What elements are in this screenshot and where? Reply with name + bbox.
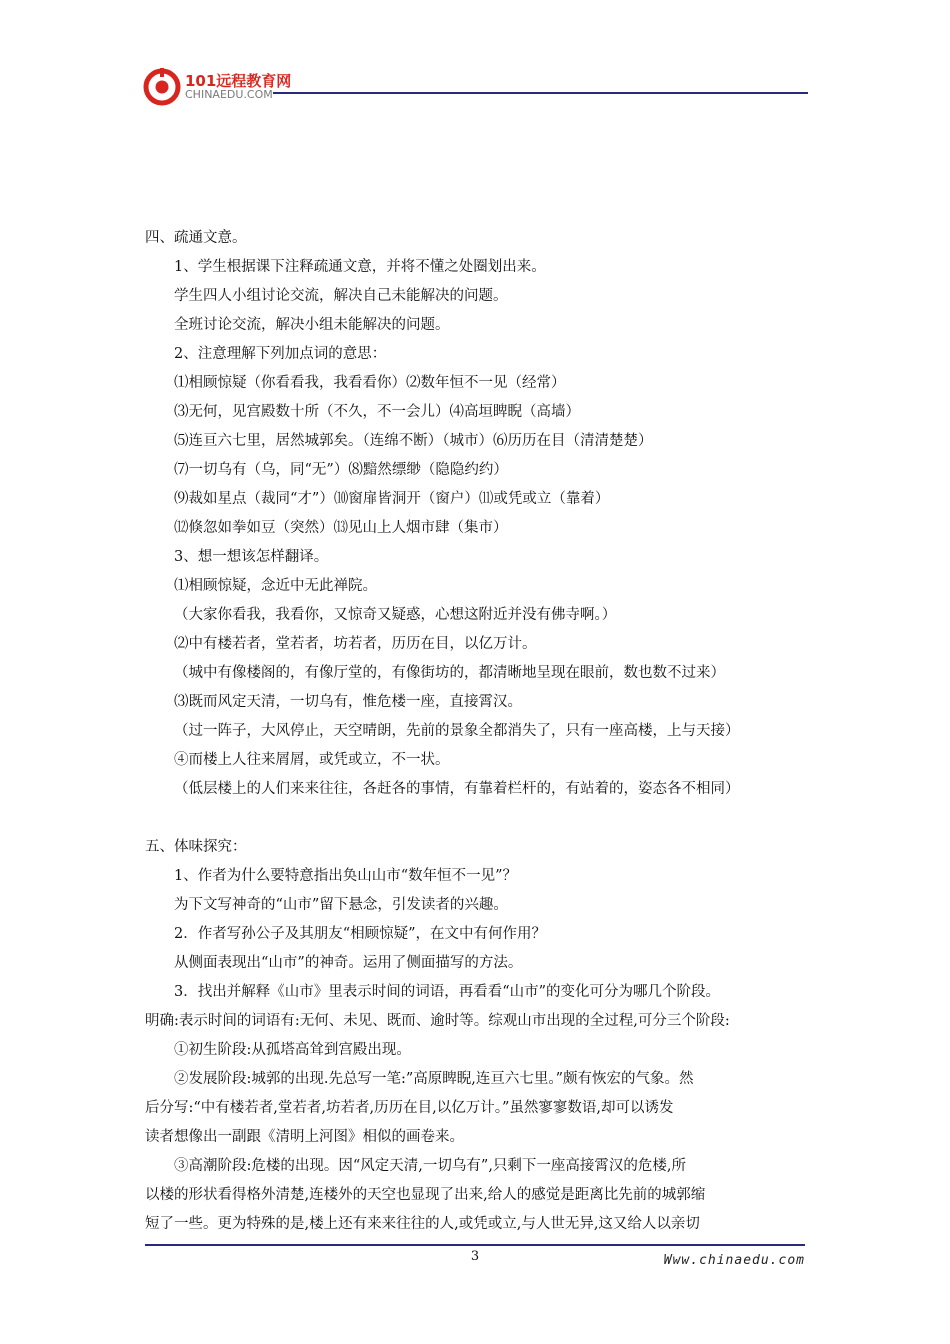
text-line: 读者想像出一副跟《清明上河图》相似的画卷来。: [145, 1129, 464, 1145]
logo-domain: CHINAEDU.COM: [185, 88, 273, 101]
header-rule: [273, 92, 808, 94]
text-line: ⑴相顾惊疑（你看看我，我看看你）⑵数年恒不一见（经常）: [174, 375, 566, 391]
text-line: 以楼的形状看得格外清楚,连楼外的天空也显现了出来,给人的感觉是距离比先前的城郭缩: [145, 1187, 706, 1203]
text-line: ⑴相顾惊疑，念近中无此禅院。: [174, 578, 377, 594]
text-line: ②发展阶段:城郭的出现.先总写一笔:”高原睥睨,连亘六七里。”颇有恢宏的气象。然: [174, 1071, 694, 1087]
text-line: （大家你看我，我看你，又惊奇又疑惑，心想这附近并没有佛寺啊。）: [174, 607, 617, 623]
text-line: ⑶无何，见宫殿数十所（不久，不一会儿）⑷高垣睥睨（高墙）: [174, 404, 580, 420]
text-line: 四、疏通文意。: [145, 230, 247, 246]
text-line: ⑶既而风定天清，一切乌有，惟危楼一座，直接霄汉。: [174, 694, 522, 710]
text-line: 五、体味探究：: [145, 839, 247, 855]
document-body: [145, 224, 805, 1239]
text-line: ⑼裁如星点（裁同“才”）⑽窗扉皆洞开（窗户）⑾或凭或立（靠着）: [174, 491, 610, 507]
text-line: 全班讨论交流，解决小组未能解决的问题。: [174, 317, 450, 333]
text-line: ①初生阶段:从孤塔高耸到宫殿出现。: [174, 1042, 411, 1058]
text-line: ⑿倏忽如拳如豆（突然）⒀见山上人烟市肆（集市）: [174, 520, 508, 536]
text-line: ⑵中有楼若者，堂若者，坊若者，历历在目，以亿万计。: [174, 636, 537, 652]
chinaedu-logo-icon: [143, 68, 181, 106]
text-line: 1、学生根据课下注释疏通文意，并将不懂之处圈划出来。: [174, 259, 546, 275]
text-line: 3、想一想该怎样翻译。: [174, 549, 329, 565]
footer-url: Www.chinaedu.com: [663, 1253, 805, 1268]
page-header: [143, 66, 808, 110]
blank-line: [145, 804, 805, 833]
text-line: 后分写:“中有楼若者,堂若者,坊若者,历历在目,以亿万计。”虽然寥寥数语,却可以诱发: [145, 1100, 674, 1116]
text-line: ③高潮阶段:危楼的出现。因“风定天清,一切乌有”,只剩下一座高接霄汉的危楼,所: [174, 1158, 687, 1174]
footer-rule: [145, 1244, 805, 1246]
text-line: 2、注意理解下列加点词的意思：: [174, 346, 387, 362]
text-line: 为下文写神奇的“山市”留下悬念，引发读者的兴趣。: [174, 897, 508, 913]
text-line: 明确:表示时间的词语有:无何、未见、既而、逾时等。综观山市出现的全过程,可分三个阶段:: [145, 1013, 730, 1029]
text-line: 3．找出并解释《山市》里表示时间的词语，再看看“山市”的变化可分为哪几个阶段。: [174, 984, 721, 1000]
text-line: ⑺一切乌有（乌，同“无”）⑻黯然缥缈（隐隐约约）: [174, 462, 508, 478]
text-line: 学生四人小组讨论交流，解决自己未能解决的问题。: [174, 288, 508, 304]
text-line: （低层楼上的人们来来往往，各赶各的事情，有靠着栏杆的，有站着的，姿态各不相同）: [174, 781, 740, 797]
text-line: ④而楼上人往来屑屑，或凭或立，不一状。: [174, 752, 450, 768]
text-line: 2．作者写孙公子及其朋友“相顾惊疑”，在文中有何作用？: [174, 926, 547, 942]
text-line: （城中有像楼阁的，有像厅堂的，有像街坊的，都清晰地呈现在眼前，数也数不过来）: [174, 665, 725, 681]
text-line: 1、作者为什么要特意指出奂山山市“数年恒不一见”？: [174, 868, 518, 884]
text-line: 短了一些。更为特殊的是,楼上还有来来往往的人,或凭或立,与人世无异,这又给人以亲切: [145, 1216, 700, 1232]
text-line: 从侧面表现出“山市”的神奇。运用了侧面描写的方法。: [174, 955, 523, 971]
logo-title: 101远程教育网: [185, 72, 292, 90]
page-number: 3: [470, 1249, 480, 1264]
text-line: （过一阵子，大风停止，天空晴朗，先前的景象全都消失了，只有一座高楼，上与天接）: [174, 723, 740, 739]
text-line: ⑸连亘六七里，居然城郭矣。（连绵不断）（城市）⑹历历在目（清清楚楚）: [174, 433, 653, 449]
